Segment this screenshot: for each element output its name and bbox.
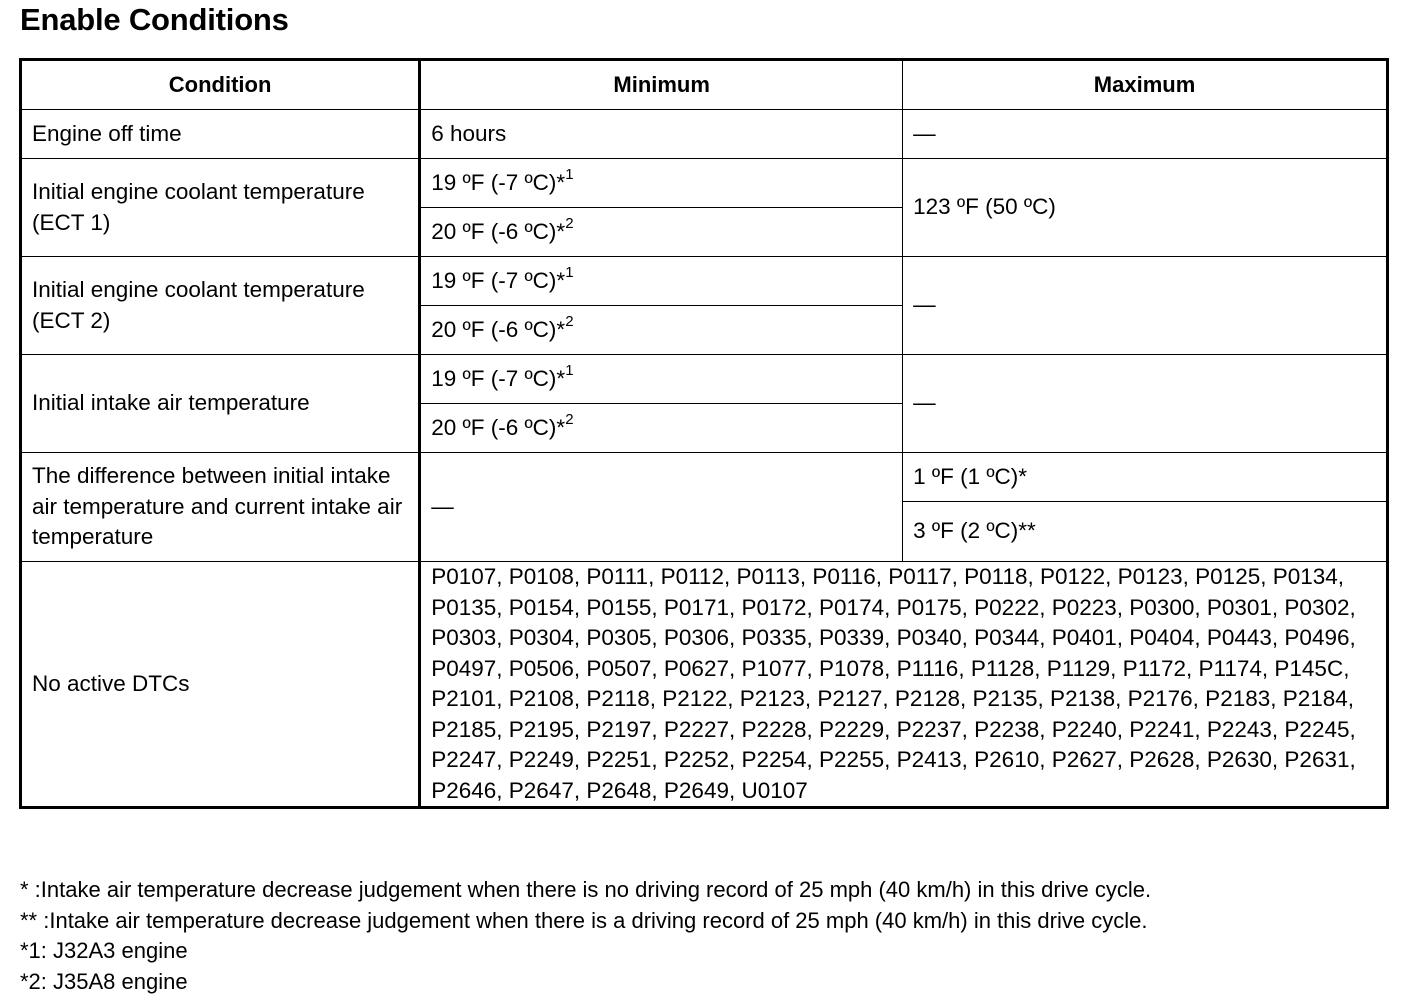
minimum-cell: — xyxy=(420,453,903,562)
dtc-list-cell: P0107, P0108, P0111, P0112, P0113, P0116, P0117, P0118, P0122, P0123, P0125, P0134, P0135, P0154, P0155, P0171, P0172, P0174, P0175, P0222, P0223, P0300, P0301, P0302, P0303, P0304, P0305, P0306, P0335, P0339, P0340, P0344, P0401, P0404, P0443, P0496, P0497, P0506, P0507, P0627, P1077, P1078, P1116, P1128, P1129, P1172, P1174, P145C, P2101, P2108, P2118, P2122, P2123, P2127, P2128, P2135, P2138, P2176, P2183, P2184, P2185, P2195, P2197, P2227, P2228, P2229, P2237, P2238, P2240, P2241, P2243, P2245, P2247, P2249, P2251, P2252, P2254, P2255, P2413, P2610, P2627, P2628, P2630, P2631, P2646, P2647, P2648, P2649, U0107 xyxy=(420,562,1388,808)
value-text: 19 ºF (-7 ºC)* xyxy=(431,169,566,195)
minimum-cell xyxy=(420,404,903,453)
condition-cell: Initial engine coolant temperature (ECT 2) xyxy=(21,257,420,355)
header-minimum: Minimum xyxy=(420,60,903,110)
table-row xyxy=(21,110,1388,159)
table-row xyxy=(21,355,1388,404)
value-text: 19 ºF (-7 ºC)* xyxy=(431,365,566,391)
condition-cell: The difference between initial intake air temperature and current intake air temperature xyxy=(21,453,420,562)
footnotes xyxy=(20,875,1151,997)
header-maximum: Maximum xyxy=(903,60,1388,110)
minimum-cell xyxy=(420,257,903,306)
condition-cell: Initial engine coolant temperature (ECT 1) xyxy=(21,159,420,257)
table-row xyxy=(21,159,1388,208)
condition-cell: Engine off time xyxy=(21,110,420,159)
minimum-cell xyxy=(420,306,903,355)
minimum-cell xyxy=(420,159,903,208)
maximum-cell: 3 ºF (2 ºC)** xyxy=(903,502,1388,562)
maximum-cell: 123 ºF (50 ºC) xyxy=(903,159,1388,257)
header-condition: Condition xyxy=(21,60,420,110)
footnote: *1: J32A3 engine xyxy=(20,938,188,963)
footnote-marker: 2 xyxy=(565,214,574,232)
footnote: *2: J35A8 engine xyxy=(20,968,188,994)
minimum-cell: 6 hours xyxy=(420,110,903,159)
value-text: 19 ºF (-7 ºC)* xyxy=(431,267,566,293)
table-row xyxy=(21,257,1388,306)
footnote-marker: 1 xyxy=(565,263,574,281)
maximum-cell: — xyxy=(903,257,1388,355)
value-text: 20 ºF (-6 ºC)* xyxy=(431,414,566,440)
value-text: 20 ºF (-6 ºC)* xyxy=(431,316,566,342)
footnote-marker: 1 xyxy=(565,361,574,379)
page-title: Enable Conditions xyxy=(20,2,289,37)
condition-cell: No active DTCs xyxy=(21,562,420,808)
maximum-cell: 1 ºF (1 ºC)* xyxy=(903,453,1388,502)
condition-cell: Initial intake air temperature xyxy=(21,355,420,453)
footnote-marker: 2 xyxy=(565,312,574,330)
table-row xyxy=(21,453,1388,502)
footnote-marker: 1 xyxy=(565,165,574,183)
minimum-cell xyxy=(420,208,903,257)
enable-conditions-table xyxy=(19,58,1389,809)
footnote-marker: 2 xyxy=(565,410,574,428)
table-row xyxy=(21,562,1388,808)
table-header-row xyxy=(21,60,1388,110)
maximum-cell: — xyxy=(903,110,1388,159)
footnote: * :Intake air temperature decrease judgement when there is no driving record of 25 mph (40 km/h) in this drive cycle. xyxy=(20,877,1152,902)
value-text: 20 ºF (-6 ºC)* xyxy=(431,218,566,244)
maximum-cell: — xyxy=(903,355,1388,453)
footnote: ** :Intake air temperature decrease judgement when there is a driving record of 25 mph (40 km/h) in this drive cycle. xyxy=(20,907,1148,933)
minimum-cell xyxy=(420,355,903,404)
